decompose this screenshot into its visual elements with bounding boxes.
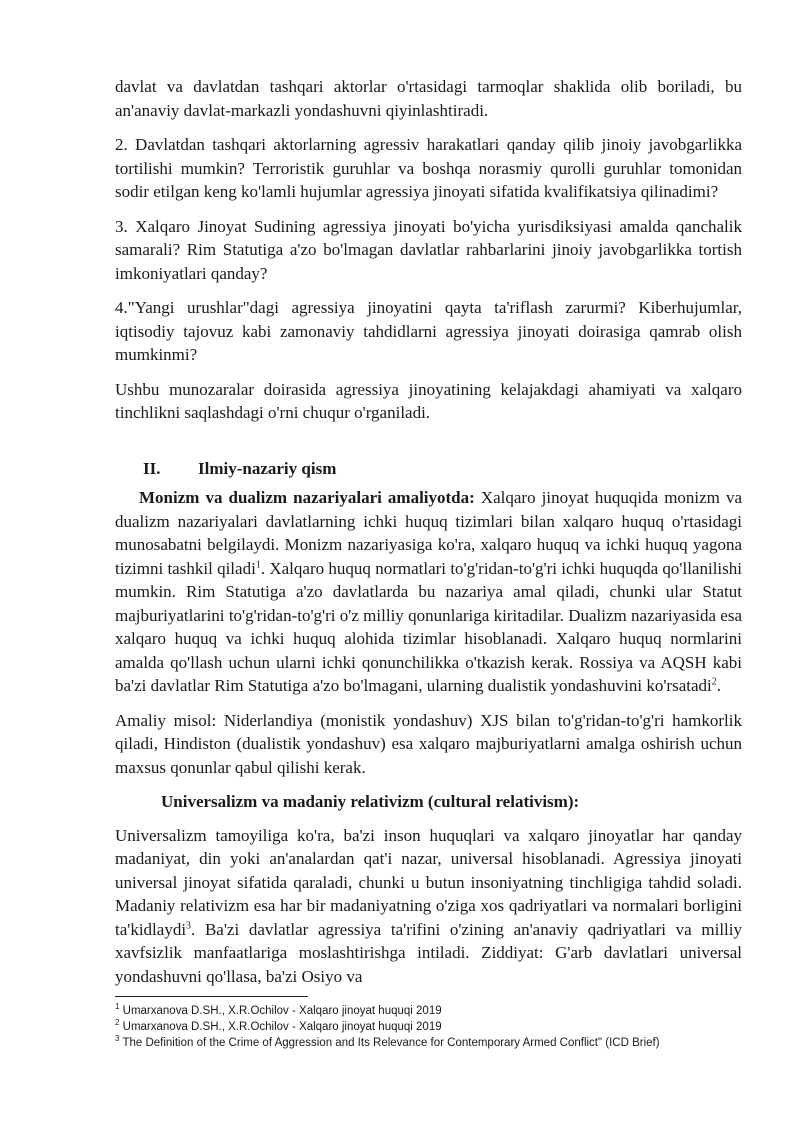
question-4: 4."Yangi urushlar"dagi agressiya jinoyatini qayta ta'riflash zarurmi? Kiberhujumlar, iqtisodiy tajovuz kabi zamonaviy tahdidlarni agressiya jinoyati doirasiga qamrab olish mumkinmi? xyxy=(115,298,742,364)
footnote-1 xyxy=(115,1003,742,1019)
monism-text-b: . Xalqaro huquq normatlari to'g'ridan-to'g'ri ichki huquqda qo'llanilishi mumkin. Rim Statutiga a'zo davlatlarda bu nazariya amal qiladi, chunki ular Statut majburiyatlarini to'g'ridan-to'g'ri o'z milliy qonunlariga kiritadilar. Dualizm nazariyasida esa xalqaro huquq va ichki huquq alohida tizimlar hisoblanadi. Xalqaro huquq normlarini amalda qo'llash uchun ularni ichki qonunchilikka o'tkazish kerak. Rossiya va AQSH kabi ba'zi davlatlar Rim Statutiga a'zo bo'lmagani, ularning dualistik yondashuvini ko'rsatadi xyxy=(115,558,742,695)
section-number: II. xyxy=(143,458,161,478)
paragraph: davlat va davlatdan tashqari aktorlar o'rtasidagi tarmoqlar shaklida olib boriladi, bu an'anaviy davlat-markazli yondashuvni qiyinlashtiradi. xyxy=(115,77,742,120)
monism-text-c: . xyxy=(716,676,721,695)
footnotes xyxy=(115,996,742,1051)
footnote-mark: 2 xyxy=(115,1018,120,1028)
example-paragraph: Amaliy misol: Niderlandiya (monistik yondashuv) XJS bilan to'g'ridan-to'g'ri hamkorlik qiladi, Hindiston (dualistik yondashuv) esa xalqaro majburiyatlarni amalga oshirish uchun maxsus qonunlar qabul qilishi kerak. xyxy=(115,710,742,777)
footnote-mark: 1 xyxy=(115,1002,120,1012)
footnote-ref-1[interactable]: 1 xyxy=(255,558,261,570)
footnote-ref-2[interactable]: 2 xyxy=(711,676,717,688)
universalism-text-a: Universalizm tamoyiliga ko'ra, ba'zi inson huquqlari va xalqaro jinoyatlar har qanday madaniyat, din yoki an'analardan qat'i nazar, universal hisoblanadi. Agressiya jinoyati universal jinoyat sifatida qaraladi, chunki u butun insoniyatning tinchligiga tahdid soladi. Madaniy relativizm esa har bir madaniyatning o'ziga xos qadriyatlari va normalari borligini ta'kidlaydi xyxy=(115,825,742,939)
question-2: 2. Davlatdan tashqari aktorlarning agressiv harakatlari qanday qilib jinoiy javobgarlikka tortilishi mumkin? Terroristik guruhlar va boshqa norasmiy qurolli guruhlar tomonidan sodir etilgan keng ko'lamli hujumlar agressiya jinoyati sifatida kvalifikatsiya qilinadimi? xyxy=(115,135,742,201)
subheading: Universalizm va madaniy relativizm (cultural relativism): xyxy=(161,792,580,811)
universalism-paragraph xyxy=(115,824,742,989)
footnote-3 xyxy=(115,1035,742,1051)
section-heading xyxy=(115,457,742,481)
footnote-text: Umarxanova D.SH., X.R.Ochilov - Xalqaro jinoyat huquqi 2019 xyxy=(119,1005,442,1017)
question-3: 3. Xalqaro Jinoyat Sudining agressiya jinoyati bo'yicha yurisdiksiyasi amalda qanchalik samarali? Rim Statutiga a'zo bo'lmagan davlatlar rahbarlarini jinoiy javobgarlikka tortish imkoniyatlari qanday? xyxy=(115,216,742,283)
footnote-separator xyxy=(115,996,308,997)
footnote-text: Umarxanova D.SH., X.R.Ochilov - Xalqaro jinoyat huquqi 2019 xyxy=(119,1021,442,1033)
footnote-ref-3[interactable]: 3 xyxy=(186,919,192,931)
footnote-text: The Definition of the Crime of Aggression and Its Relevance for Contemporary Armed Conflict" (ICD Brief) xyxy=(119,1037,660,1049)
footnote-mark: 3 xyxy=(115,1034,120,1044)
monism-paragraph xyxy=(115,486,742,698)
monism-text-a: Xalqaro jinoyat huquqida monizm va dualizm nazariyalari davlatlarning ichki huquq tizimlari bilan xalqaro huquq o'rtasidagi munosabatni belgilaydi. Monizm nazariyasiga ko'ra, xalqaro huquq va ichki huquq yagona tizimni tashkil qiladi xyxy=(115,488,742,578)
footnote-2 xyxy=(115,1019,742,1035)
section-title: Ilmiy-nazariy qism xyxy=(198,458,337,478)
page-body xyxy=(115,75,742,999)
summary-paragraph: Ushbu munozaralar doirasida agressiya jinoyatining kelajakdagi ahamiyati va xalqaro tinchlikni saqlashdagi o'rni chuqur o'rganiladi. xyxy=(115,379,742,422)
monism-lead: Monizm va dualizm nazariyalari amaliyotda: xyxy=(139,488,475,507)
universalism-text-b: . Ba'zi davlatlar agressiya ta'rifini o'zining an'anaviy qadriyatlari va milliy xavfsizlik manfaatlariga moslashtirishga intiladi. Ziddiyat: G'arb davlatlari universal yondashuvni qo'llasa, ba'zi Osiyo va xyxy=(115,919,742,986)
